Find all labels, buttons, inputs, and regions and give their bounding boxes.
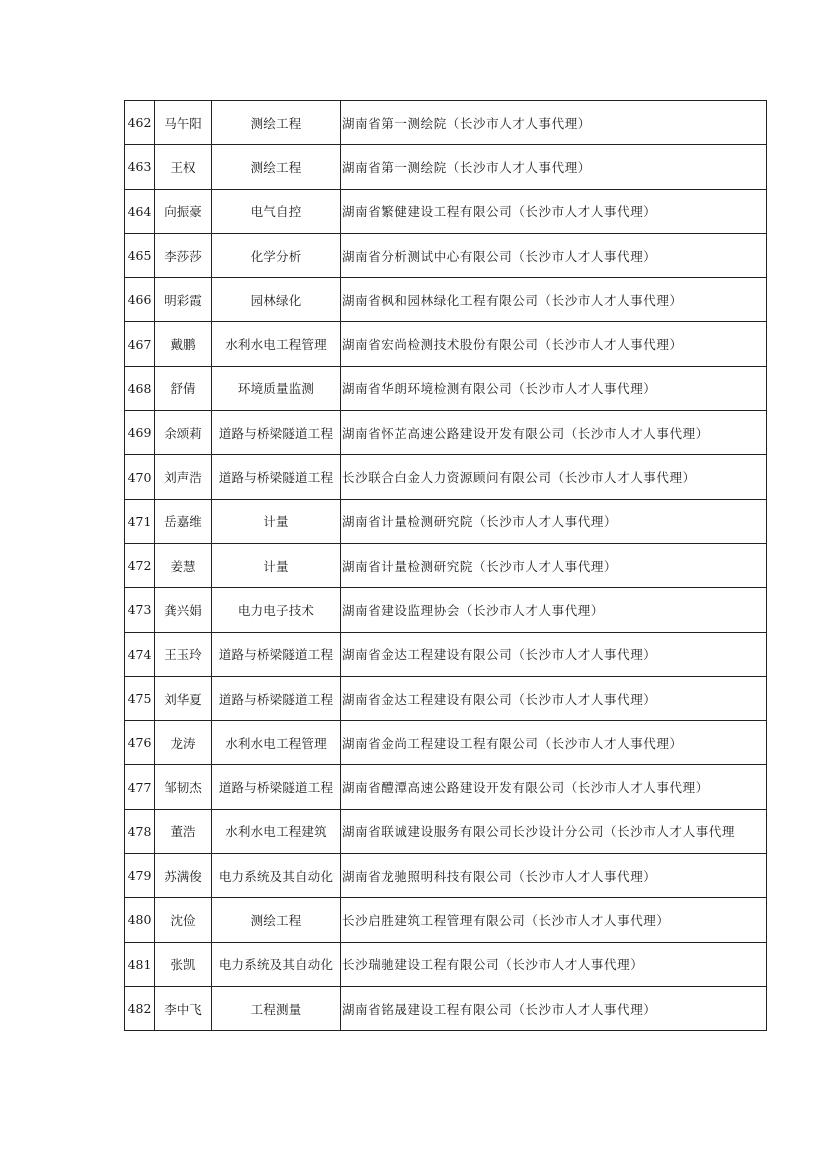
table-row	[125, 721, 767, 765]
employer-cell: 湖南省金达工程建设有限公司（长沙市人才人事代理）	[341, 632, 767, 676]
table-row	[125, 455, 767, 499]
person-name-cell: 向振豪	[155, 189, 212, 233]
row-number-cell: 467	[125, 322, 155, 366]
person-name-cell: 龙涛	[155, 721, 212, 765]
employer-cell: 湖南省怀芷高速公路建设开发有限公司（长沙市人才人事代理）	[341, 411, 767, 455]
major-cell: 测绘工程	[212, 145, 341, 189]
row-number-cell: 471	[125, 499, 155, 543]
employer-cell: 湖南省繁健建设工程有限公司（长沙市人才人事代理）	[341, 189, 767, 233]
employer-cell: 湖南省第一测绘院（长沙市人才人事代理）	[341, 101, 767, 145]
major-cell: 道路与桥梁隧道工程	[212, 765, 341, 809]
row-number-cell: 482	[125, 986, 155, 1030]
row-number-cell: 477	[125, 765, 155, 809]
row-number-cell: 464	[125, 189, 155, 233]
document-page	[124, 100, 761, 1031]
table-row	[125, 145, 767, 189]
person-name-cell: 李莎莎	[155, 233, 212, 277]
employer-cell: 湖南省计量检测研究院（长沙市人才人事代理）	[341, 499, 767, 543]
major-cell: 水利水电工程管理	[212, 721, 341, 765]
employer-cell: 湖南省第一测绘院（长沙市人才人事代理）	[341, 145, 767, 189]
employer-cell: 湖南省金尚工程建设工程有限公司（长沙市人才人事代理）	[341, 721, 767, 765]
major-cell: 环境质量监测	[212, 366, 341, 410]
row-number-cell: 474	[125, 632, 155, 676]
table-row	[125, 765, 767, 809]
employer-cell: 湖南省醴潭高速公路建设开发有限公司（长沙市人才人事代理）	[341, 765, 767, 809]
person-name-cell: 邹韧杰	[155, 765, 212, 809]
row-number-cell: 481	[125, 942, 155, 986]
employer-cell: 湖南省建设监理协会（长沙市人才人事代理）	[341, 588, 767, 632]
person-name-cell: 舒倩	[155, 366, 212, 410]
employer-cell: 湖南省计量检测研究院（长沙市人才人事代理）	[341, 543, 767, 587]
table-row	[125, 986, 767, 1030]
person-name-cell: 王玉玲	[155, 632, 212, 676]
table-row	[125, 322, 767, 366]
employer-cell: 湖南省联诚建设服务有限公司长沙设计分公司（长沙市人才人事代理	[341, 809, 767, 853]
major-cell: 电力电子技术	[212, 588, 341, 632]
row-number-cell: 463	[125, 145, 155, 189]
employer-cell: 湖南省龙驰照明科技有限公司（长沙市人才人事代理）	[341, 854, 767, 898]
row-number-cell: 465	[125, 233, 155, 277]
employer-cell: 湖南省分析测试中心有限公司（长沙市人才人事代理）	[341, 233, 767, 277]
table-row	[125, 499, 767, 543]
major-cell: 测绘工程	[212, 898, 341, 942]
major-cell: 园林绿化	[212, 278, 341, 322]
row-number-cell: 470	[125, 455, 155, 499]
person-name-cell: 戴鹏	[155, 322, 212, 366]
row-number-cell: 472	[125, 543, 155, 587]
table-row	[125, 411, 767, 455]
person-name-cell: 刘华夏	[155, 676, 212, 720]
major-cell: 道路与桥梁隧道工程	[212, 455, 341, 499]
major-cell: 道路与桥梁隧道工程	[212, 411, 341, 455]
employer-cell: 长沙联合白金人力资源顾问有限公司（长沙市人才人事代理）	[341, 455, 767, 499]
table-row	[125, 189, 767, 233]
person-name-cell: 张凯	[155, 942, 212, 986]
person-name-cell: 李中飞	[155, 986, 212, 1030]
table-body	[125, 101, 767, 1031]
person-name-cell: 沈俭	[155, 898, 212, 942]
major-cell: 计量	[212, 543, 341, 587]
table-row	[125, 543, 767, 587]
row-number-cell: 479	[125, 854, 155, 898]
table-row	[125, 898, 767, 942]
major-cell: 化学分析	[212, 233, 341, 277]
table-row	[125, 854, 767, 898]
employer-cell: 长沙启胜建筑工程管理有限公司（长沙市人才人事代理）	[341, 898, 767, 942]
row-number-cell: 475	[125, 676, 155, 720]
person-name-cell: 余颂莉	[155, 411, 212, 455]
row-number-cell: 468	[125, 366, 155, 410]
major-cell: 计量	[212, 499, 341, 543]
person-name-cell: 岳嘉维	[155, 499, 212, 543]
major-cell: 电力系统及其自动化	[212, 942, 341, 986]
row-number-cell: 469	[125, 411, 155, 455]
table-row	[125, 278, 767, 322]
row-number-cell: 480	[125, 898, 155, 942]
employer-cell: 湖南省枫和园林绿化工程有限公司（长沙市人才人事代理）	[341, 278, 767, 322]
row-number-cell: 462	[125, 101, 155, 145]
person-name-cell: 姜慧	[155, 543, 212, 587]
row-number-cell: 466	[125, 278, 155, 322]
major-cell: 水利水电工程建筑	[212, 809, 341, 853]
table-row	[125, 101, 767, 145]
row-number-cell: 478	[125, 809, 155, 853]
employer-cell: 湖南省宏尚检测技术股份有限公司（长沙市人才人事代理）	[341, 322, 767, 366]
table-row	[125, 942, 767, 986]
table-row	[125, 632, 767, 676]
major-cell: 电力系统及其自动化	[212, 854, 341, 898]
person-name-cell: 龚兴娟	[155, 588, 212, 632]
major-cell: 电气自控	[212, 189, 341, 233]
major-cell: 测绘工程	[212, 101, 341, 145]
row-number-cell: 476	[125, 721, 155, 765]
employer-cell: 湖南省金达工程建设有限公司（长沙市人才人事代理）	[341, 676, 767, 720]
row-number-cell: 473	[125, 588, 155, 632]
employer-cell: 湖南省华朗环境检测有限公司（长沙市人才人事代理）	[341, 366, 767, 410]
major-cell: 道路与桥梁隧道工程	[212, 632, 341, 676]
major-cell: 工程测量	[212, 986, 341, 1030]
table-row	[125, 588, 767, 632]
personnel-table	[124, 100, 767, 1031]
table-row	[125, 809, 767, 853]
person-name-cell: 刘声浩	[155, 455, 212, 499]
person-name-cell: 明彩霞	[155, 278, 212, 322]
person-name-cell: 马午阳	[155, 101, 212, 145]
table-row	[125, 676, 767, 720]
table-row	[125, 366, 767, 410]
table-row	[125, 233, 767, 277]
major-cell: 道路与桥梁隧道工程	[212, 676, 341, 720]
person-name-cell: 王权	[155, 145, 212, 189]
major-cell: 水利水电工程管理	[212, 322, 341, 366]
employer-cell: 长沙瑞驰建设工程有限公司（长沙市人才人事代理）	[341, 942, 767, 986]
person-name-cell: 苏满俊	[155, 854, 212, 898]
person-name-cell: 董浩	[155, 809, 212, 853]
employer-cell: 湖南省铭晟建设工程有限公司（长沙市人才人事代理）	[341, 986, 767, 1030]
